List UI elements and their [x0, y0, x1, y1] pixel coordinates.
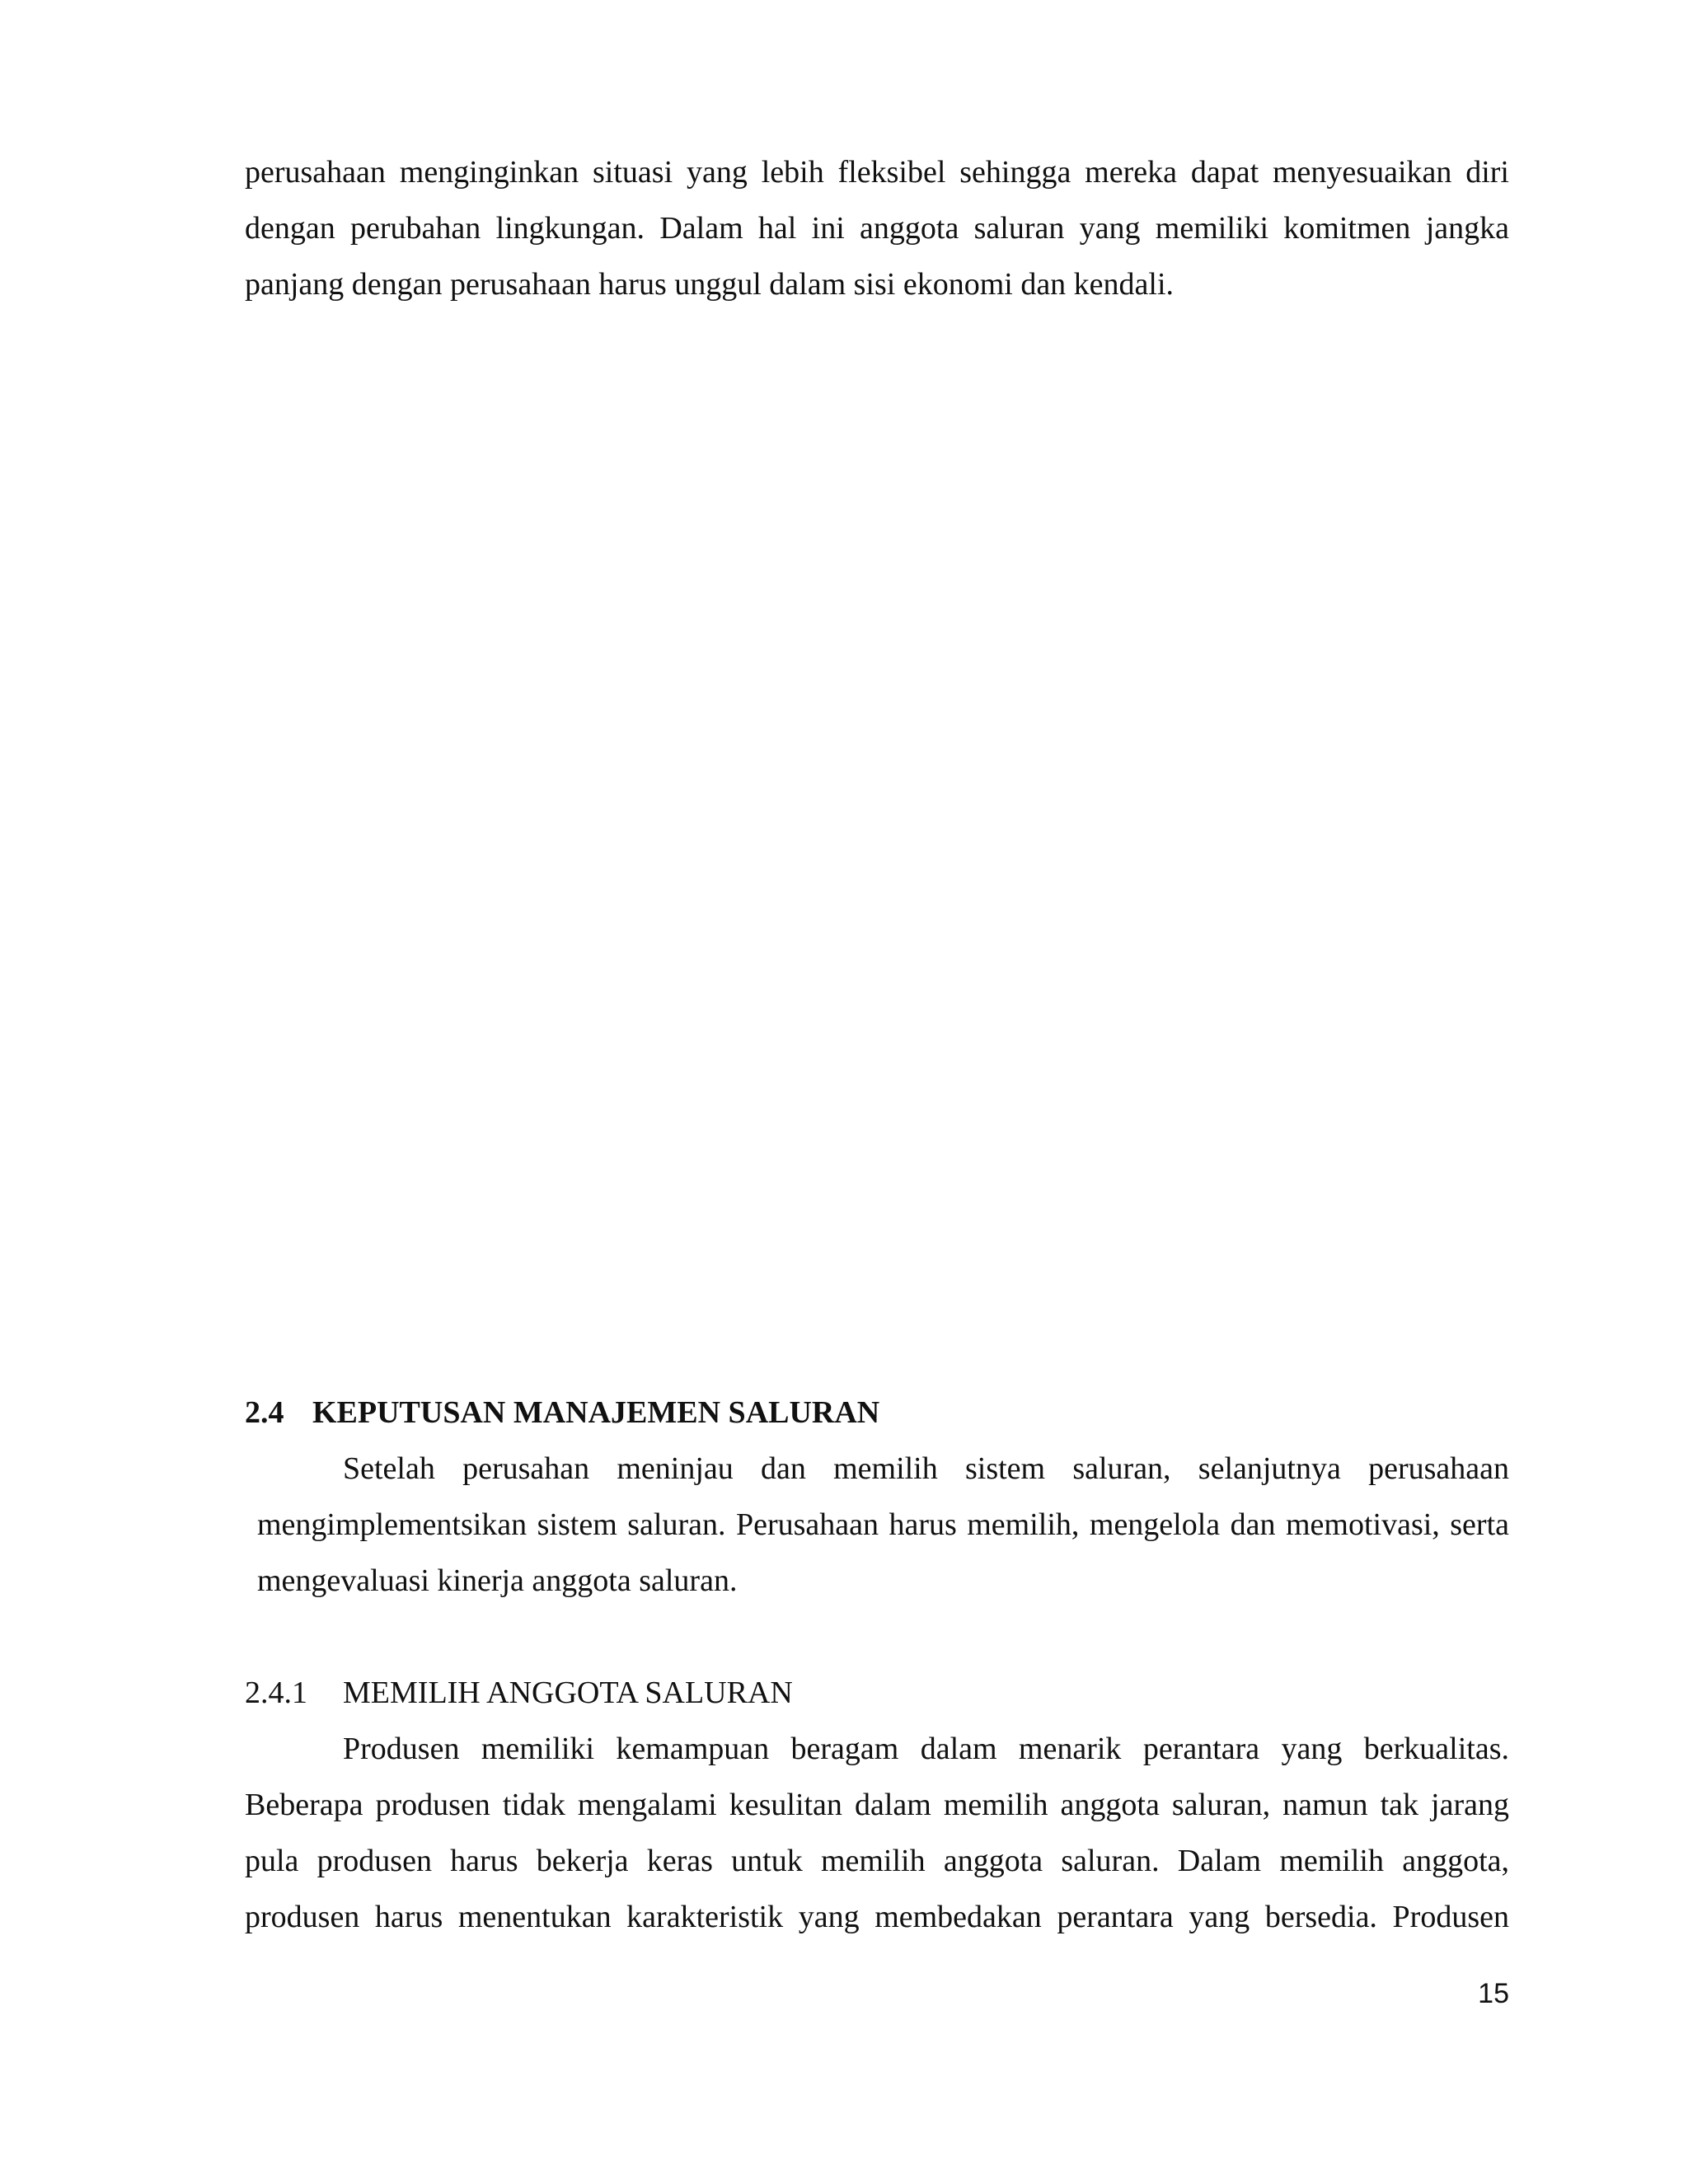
- section-2-4-1-paragraph: Produsen memiliki kemampuan beragam dalam menarik perantara yang berkualitas. Beberapa produsen tidak mengalami kesulitan dalam memilih anggota saluran, namun tak jarang pula produsen harus bekerja keras untuk memilih anggota saluran. Dalam memilih anggota, produsen harus menentukan karakteristik yang membedakan perantara yang bersedia. Produsen: [245, 1732, 1509, 1934]
- section-title: KEPUTUSAN MANAJEMEN SALURAN: [312, 1395, 880, 1430]
- section-2-4-paragraph: Setelah perusahan meninjau dan memilih sistem saluran, selanjutnya perusahaan mengimplementsikan sistem saluran. Perusahaan harus memilih, mengelola dan memotivasi, serta mengevaluasi kinerja anggota saluran.: [257, 1451, 1509, 1598]
- subsection-title: MEMILIH ANGGOTA SALURAN: [343, 1675, 793, 1710]
- page-number: 15: [1478, 1978, 1509, 2009]
- intro-paragraph: perusahaan menginginkan situasi yang lebih fleksibel sehingga mereka dapat menyesuaikan diri dengan perubahan lingkungan. Dalam hal ini anggota saluran yang memiliki komitmen jangka panjang dengan perusahaan harus unggul dalam sisi ekonomi dan kendali.: [245, 155, 1509, 302]
- section-2-4-paragraph-block: [257, 1441, 1509, 1609]
- section-heading-2-4: [245, 1385, 1509, 1441]
- subsection-number: 2.4.1: [245, 1675, 307, 1710]
- intro-paragraph-block: [245, 144, 1509, 312]
- section-2-4-1-paragraph-block: [245, 1721, 1509, 1945]
- section-number: 2.4: [245, 1395, 284, 1430]
- section-heading-2-4-1: [245, 1665, 1509, 1721]
